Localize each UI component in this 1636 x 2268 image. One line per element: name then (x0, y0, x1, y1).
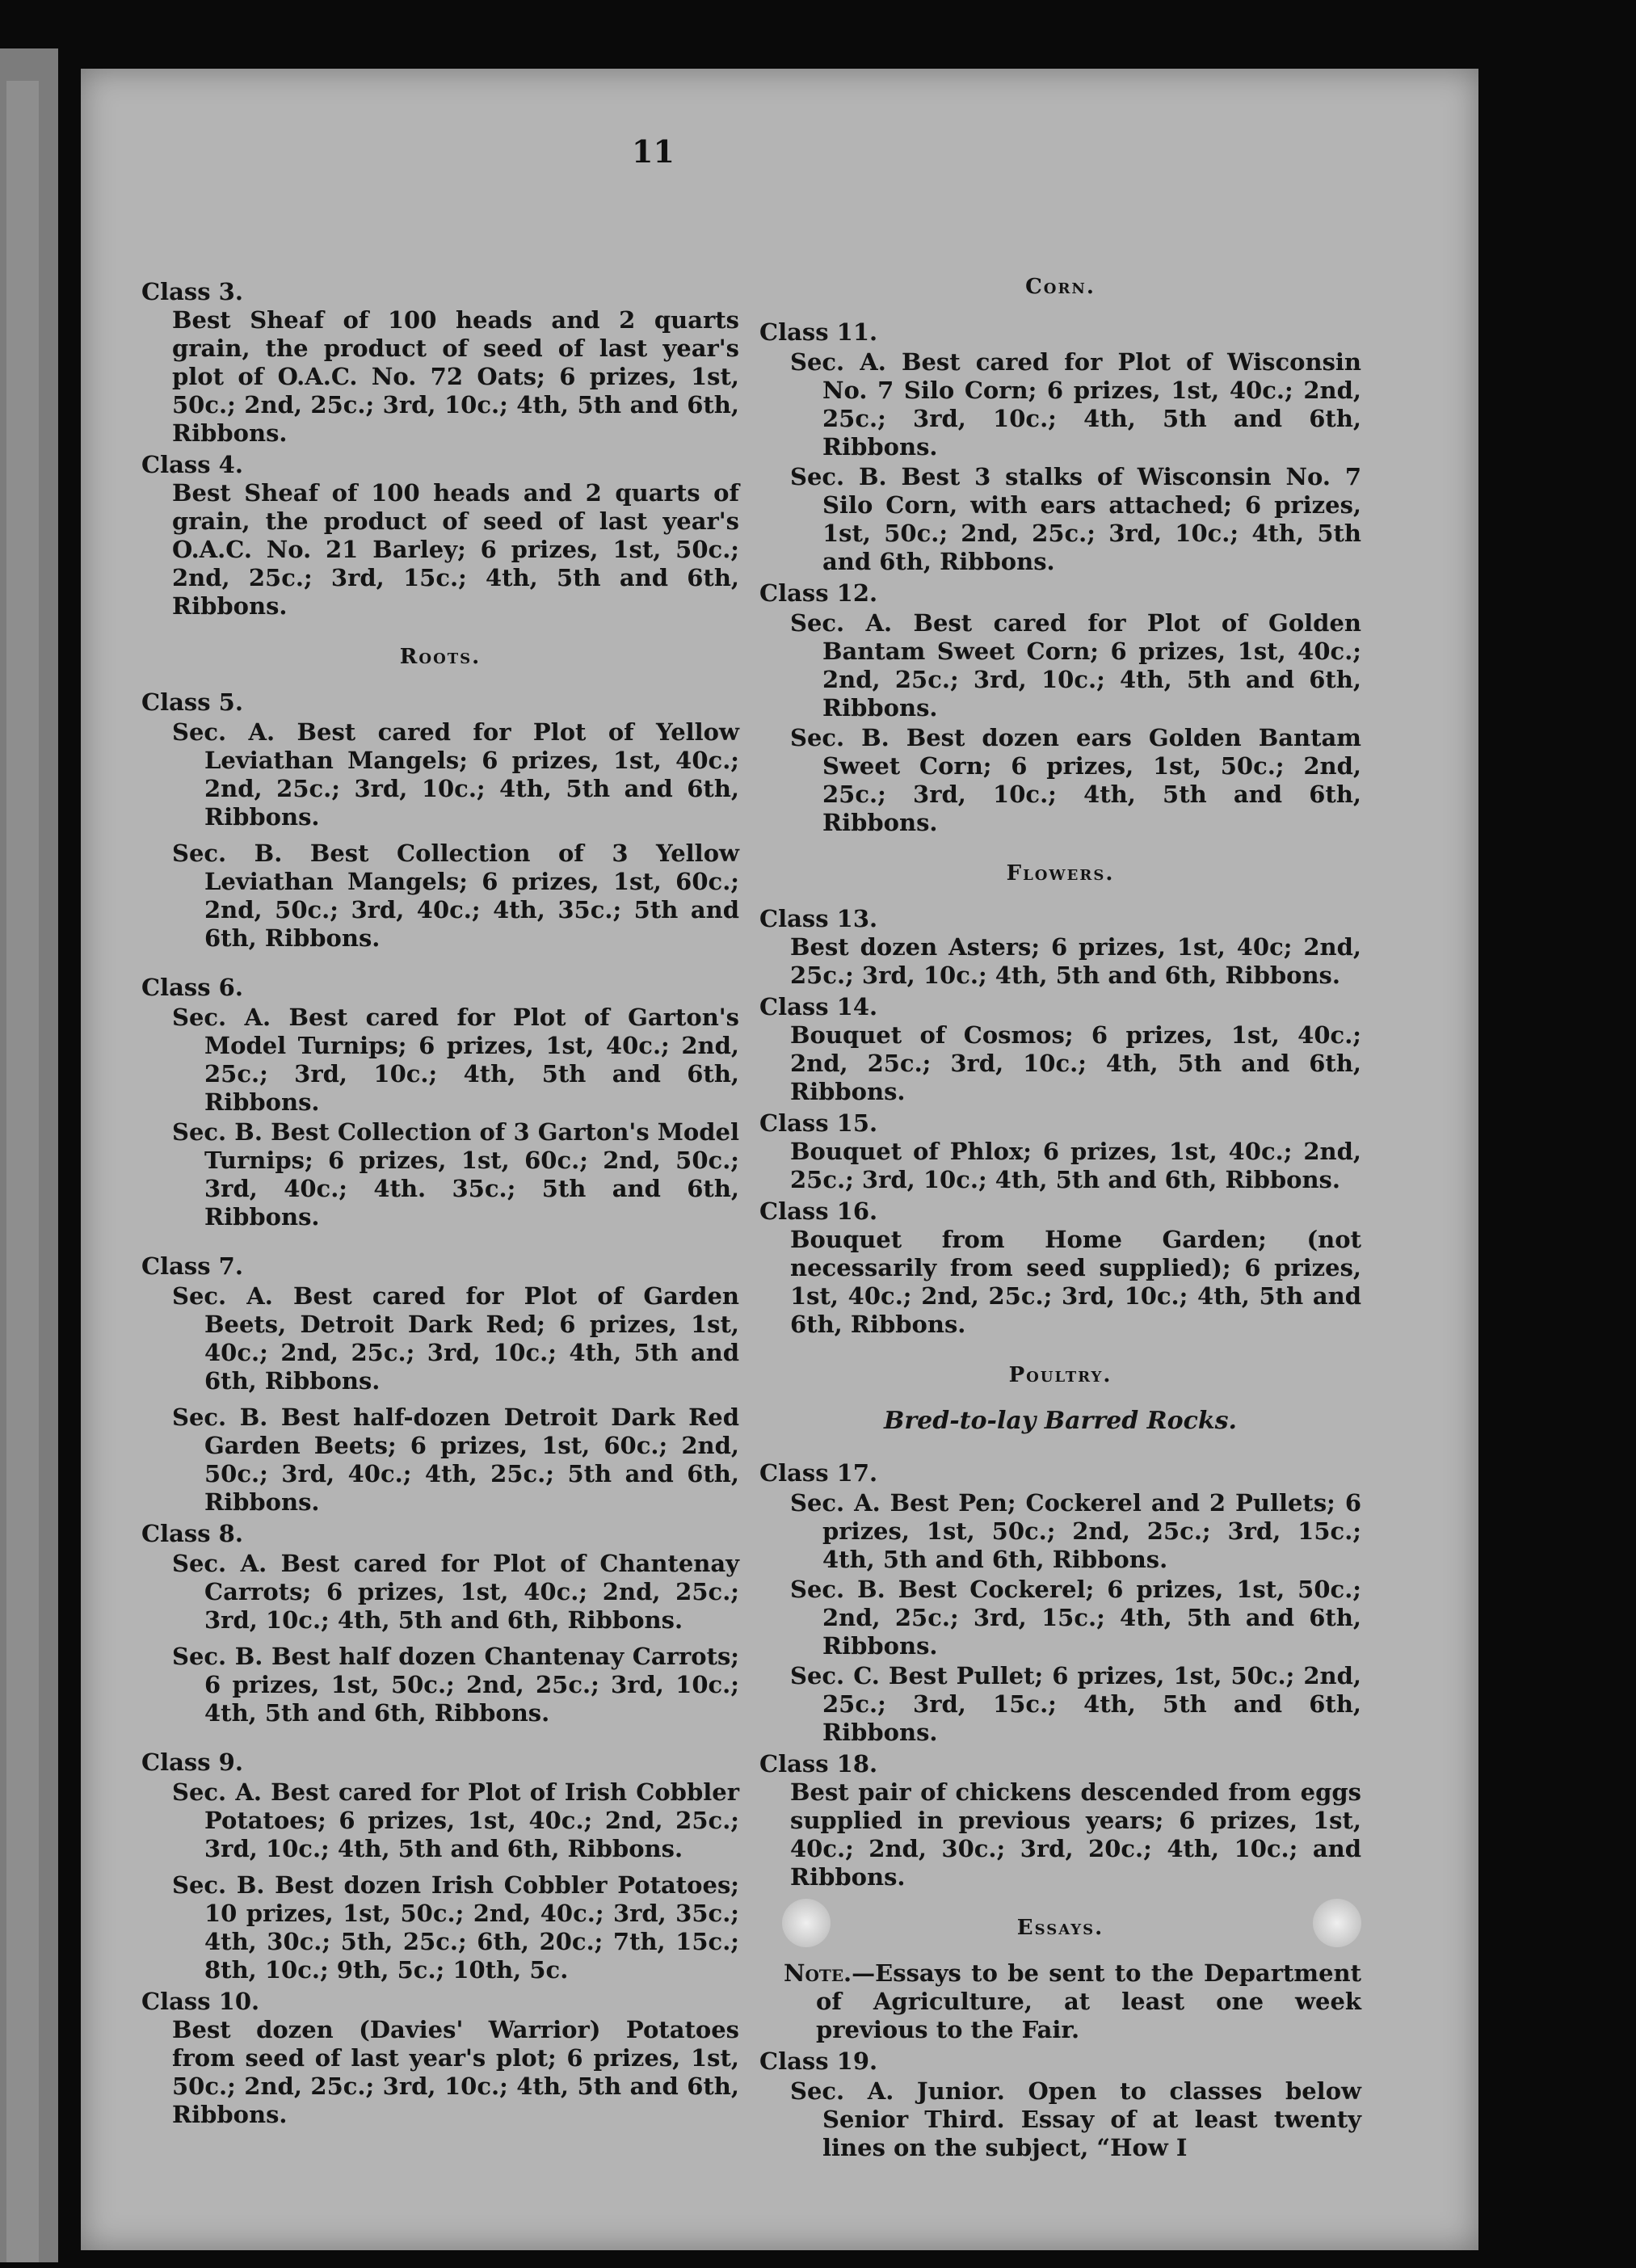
class-body: Bouquet of Cosmos; 6 prizes, 1st, 40c.; 2nd, 25c.; 3rd, 10c.; 4th, 5th and 6th, Ribbons. (790, 1021, 1361, 1105)
section-a: Sec. A. Best cared for Plot of Garden Beets, Detroit Dark Red; 6 prizes, 1st, 40c.; 2nd, 25c.; 3rd, 10c.; 4th, 5th and 6th, Ribbons. (172, 1282, 739, 1395)
section-heading-corn: Corn. (1025, 275, 1096, 299)
class-9 (141, 1748, 739, 1984)
section-heading-roots: Roots. (399, 645, 482, 669)
class-body: Best dozen Asters; 6 prizes, 1st, 40c; 2nd, 25c.; 3rd, 10c.; 4th, 5th and 6th, Ribbons. (790, 933, 1361, 989)
class-14 (759, 993, 1361, 1106)
class-label: Class 12. (759, 579, 878, 607)
left-page-edge-inner (6, 81, 39, 2262)
page-number: 11 (632, 133, 675, 170)
class-label: Class 17. (759, 1459, 878, 1487)
section-b: Sec. B. Best dozen ears Golden Bantam Sweet Corn; 6 prizes, 1st, 50c.; 2nd, 25c.; 3rd, 10c.; 4th, 5th and 6th, Ribbons. (790, 724, 1361, 836)
class-label: Class 15. (759, 1109, 878, 1137)
class-body: Bouquet of Phlox; 6 prizes, 1st, 40c.; 2nd, 25c.; 3rd, 10c.; 4th, 5th and 6th, Ribbons. (790, 1138, 1361, 1193)
section-a: Sec. A. Best cared for Plot of Golden Bantam Sweet Corn; 6 prizes, 1st, 40c.; 2nd, 25c.; 3rd, 10c.; 4th, 5th and 6th, Ribbons. (790, 609, 1361, 722)
section-heading-poultry: Poultry. (1008, 1363, 1112, 1387)
essay-note (759, 1959, 1361, 2044)
class-label: Class 10. (141, 1988, 260, 2015)
section-b: Sec. B. Best 3 stalks of Wisconsin No. 7 Silo Corn, with ears attached; 6 prizes, 1st, 50c.; 2nd, 25c.; 3rd, 10c.; 4th, 5th and 6th, Ribbons. (790, 463, 1361, 575)
left-page-edge (0, 48, 58, 2262)
section-b: Sec. B. Best Collection of 3 Yellow Leviathan Mangels; 6 prizes, 1st, 60c.; 2nd, 50c.; 3rd, 40c.; 4th, 35c.; 5th and 6th, Ribbons. (172, 839, 739, 952)
class-4 (141, 451, 739, 621)
class-label: Class 4. (141, 451, 243, 478)
class-19 (759, 2047, 1361, 2162)
class-label: Class 19. (759, 2047, 878, 2075)
class-18 (759, 1750, 1361, 1891)
section-c: Sec. C. Best Pullet; 6 prizes, 1st, 50c.; 2nd, 25c.; 3rd, 15c.; 4th, 5th and 6th, Ribbons. (790, 1662, 1361, 1746)
left-column (141, 275, 739, 2129)
class-label: Class 8. (141, 1520, 243, 1547)
class-8 (141, 1520, 739, 1727)
class-label: Class 18. (759, 1750, 878, 1778)
class-body: Bouquet from Home Garden; (not necessarily from seed supplied); 6 prizes, 1st, 40c.; 2nd, 25c.; 3rd, 10c.; 4th, 5th and 6th, Ribbons. (790, 1226, 1361, 1338)
section-a: Sec. A. Best cared for Plot of Garton's Model Turnips; 6 prizes, 1st, 40c.; 2nd, 25c.; 3rd, 10c.; 4th, 5th and 6th, Ribbons. (172, 1004, 739, 1116)
section-b: Sec. B. Best Collection of 3 Garton's Model Turnips; 6 prizes, 1st, 60c.; 2nd, 50c.; 3rd, 40c.; 4th. 35c.; 5th and 6th, Ribbons. (172, 1118, 739, 1231)
section-subheading-barred-rocks: Bred-to-lay Barred Rocks. (884, 1407, 1237, 1435)
right-column (759, 275, 1361, 2162)
class-label: Class 3. (141, 278, 243, 305)
class-label: Class 5. (141, 688, 243, 716)
section-b: Sec. B. Best dozen Irish Cobbler Potatoes; 10 prizes, 1st, 50c.; 2nd, 40c.; 3rd, 35c.; 4th, 30c.; 5th, 25c.; 6th, 20c.; 7th, 15c.; 8th, 10c.; 9th, 5c.; 10th, 5c. (172, 1871, 739, 1984)
class-label: Class 7. (141, 1252, 243, 1280)
class-11 (759, 318, 1361, 576)
class-3 (141, 278, 739, 448)
glare-spot (782, 1899, 831, 1947)
class-body: Best dozen (Davies' Warrior) Potatoes from seed of last year's plot; 6 prizes, 1st, 50c.; 2nd, 25c.; 3rd, 10c.; 4th, 5th and 6th, Ribbons. (172, 2016, 739, 2128)
class-label: Class 13. (759, 905, 878, 932)
note-body: —Essays to be sent to the Department of Agriculture, at least one week previous to the Fair. (816, 1959, 1361, 2043)
class-label: Class 11. (759, 318, 878, 346)
section-b: Sec. B. Best half-dozen Detroit Dark Red Garden Beets; 6 prizes, 1st, 60c.; 2nd, 50c.; 3rd, 40c.; 4th, 25c.; 5th and 6th, Ribbons. (172, 1403, 739, 1516)
section-a: Sec. A. Best cared for Plot of Wisconsin No. 7 Silo Corn; 6 prizes, 1st, 40c.; 2nd, 25c.; 3rd, 10c.; 4th, 5th and 6th, Ribbons. (790, 348, 1361, 461)
section-b: Sec. B. Best Cockerel; 6 prizes, 1st, 50c.; 2nd, 25c.; 3rd, 15c.; 4th, 5th and 6th, Ribbons. (790, 1576, 1361, 1660)
class-7 (141, 1252, 739, 1517)
section-heading-flowers: Flowers. (1006, 861, 1115, 886)
class-13 (759, 905, 1361, 990)
class-5 (141, 688, 739, 953)
class-label: Class 6. (141, 974, 243, 1001)
section-b: Sec. B. Best half dozen Chantenay Carrots; 6 prizes, 1st, 50c.; 2nd, 25c.; 3rd, 10c.; 4th, 5th and 6th, Ribbons. (172, 1643, 739, 1727)
class-body: Best pair of chickens descended from eggs supplied in previous years; 6 prizes, 1st, 40c.; 2nd, 30c.; 3rd, 20c.; 4th, 10c.; and Ribbons. (790, 1778, 1361, 1891)
class-label: Class 9. (141, 1748, 243, 1776)
class-17 (759, 1459, 1361, 1747)
class-label: Class 16. (759, 1197, 878, 1225)
class-label: Class 14. (759, 993, 878, 1020)
section-a: Sec. A. Junior. Open to classes below Senior Third. Essay of at least twenty lines on the subject, “How I (790, 2077, 1361, 2161)
section-heading-essays: Essays. (1016, 1916, 1104, 1940)
class-6 (141, 974, 739, 1231)
section-a: Sec. A. Best cared for Plot of Chantenay Carrots; 6 prizes, 1st, 40c.; 2nd, 25c.; 3rd, 10c.; 4th, 5th and 6th, Ribbons. (172, 1550, 739, 1634)
section-a: Sec. A. Best cared for Plot of Irish Cobbler Potatoes; 6 prizes, 1st, 40c.; 2nd, 25c.; 3rd, 10c.; 4th, 5th and 6th, Ribbons. (172, 1778, 739, 1862)
class-12 (759, 579, 1361, 837)
class-15 (759, 1109, 1361, 1194)
section-a: Sec. A. Best cared for Plot of Yellow Leviathan Mangels; 6 prizes, 1st, 40c.; 2nd, 25c.; 3rd, 10c.; 4th, 5th and 6th, Ribbons. (172, 718, 739, 831)
class-10 (141, 1988, 739, 2129)
glare-spot (1313, 1899, 1361, 1947)
note-lead: Note. (784, 1959, 852, 1987)
class-16 (759, 1197, 1361, 1339)
class-body: Best Sheaf of 100 heads and 2 quarts grain, the product of seed of last year's plot of O.A.C. No. 72 Oats; 6 prizes, 1st, 50c.; 2nd, 25c.; 3rd, 10c.; 4th, 5th and 6th, Ribbons. (172, 306, 739, 447)
class-body: Best Sheaf of 100 heads and 2 quarts of grain, the product of seed of last year's O.A.C. No. 21 Barley; 6 prizes, 1st, 50c.; 2nd, 25c.; 3rd, 15c.; 4th, 5th and 6th, Ribbons. (172, 479, 739, 620)
section-a: Sec. A. Best Pen; Cockerel and 2 Pullets; 6 prizes, 1st, 50c.; 2nd, 25c.; 3rd, 15c.; 4th, 5th and 6th, Ribbons. (790, 1489, 1361, 1573)
